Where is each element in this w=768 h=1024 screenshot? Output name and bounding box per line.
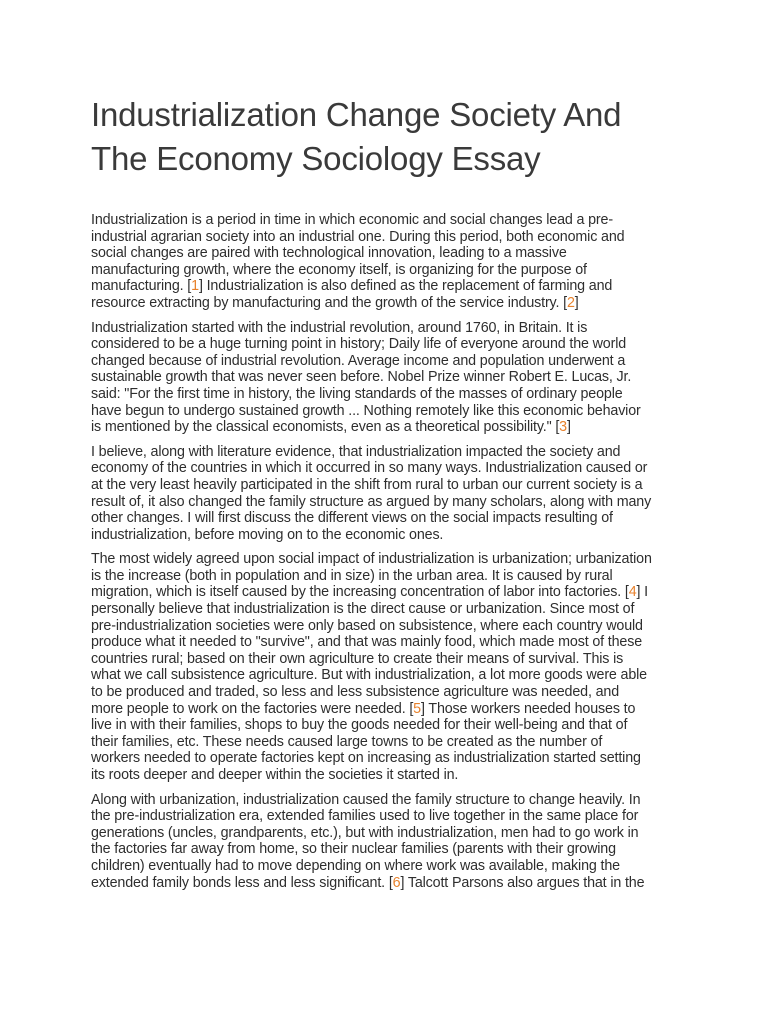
- paragraph-text: Industrialization is also defined as the replacement of farming and resource extracting by manufacturing and the growth of the service industry.: [91, 278, 613, 311]
- paragraph-text: Industrialization is a period in time in which economic and social changes lead a pre-industrial agrarian society into an industrial one. During this period, both economic and social changes are paired with technological innovation, leading to a massive manufacturing growth, where the economy itself, is organizing for the purpose of manufacturing.: [91, 212, 625, 295]
- citation-link[interactable]: 2: [566, 294, 575, 311]
- citation: [3]: [555, 419, 571, 436]
- paragraph: [91, 792, 653, 892]
- paragraph: [91, 212, 653, 312]
- citation-link[interactable]: 5: [413, 700, 421, 717]
- paragraph: [91, 444, 653, 544]
- citation: [6]: [388, 874, 405, 891]
- citation: [5]: [409, 700, 425, 717]
- citation-link[interactable]: 3: [559, 419, 567, 436]
- document-page: [91, 0, 653, 899]
- paragraph-text: Along with urbanization, industrialization caused the family structure to change heavily. In the pre-industrialization era, extended families used to live together in the same place for generations (uncles, grandparents, etc.), but with industrialization, men had to go work in the factories far away from home, so their nuclear families (parents with their growing children) eventually had to move depending on where work was available, making the extended family bonds less and less significant.: [91, 791, 641, 891]
- paragraph-text: Industrialization started with the industrial revolution, around 1760, in Britain. It is considered to be a huge turning point in history; Daily life of everyone around the world changed because of industrial revolution. Average income and population underwent a sustainable growth that was never seen before. Nobel Prize winner Robert E. Lucas, Jr. said: "For the first time in history, the living standards of the masses of ordinary people have begun to undergo sustained growth ... Nothing remotely like this economic behavior is mentioned by the classical economists, even as a theoretical possibility.": [91, 319, 641, 436]
- paragraph: [91, 551, 653, 783]
- paragraph-text: I believe, along with literature evidence, that industrialization impacted the society and economy of the countries in which it occurred in so many ways. Industrialization caused or at the very least heavily participated in the shift from rural to urban our current society is a result of, it also changed the family structure as argued by many scholars, along with many other changes. I will first discuss the different views on the social impacts resulting of industrialization, before moving on to the economic ones.: [91, 443, 652, 543]
- paragraph-text: Those workers needed houses to live in with their families, shops to buy the goods needed for their well-being and that of their families, etc. These needs caused large towns to be created as the number of workers needed to operate factories kept on increasing as industrialization started setting its roots deeper and deeper within the societies it started in.: [91, 700, 641, 783]
- citation: [2]: [563, 294, 579, 311]
- citation: [4]: [624, 584, 641, 601]
- citation-link[interactable]: 4: [628, 584, 637, 601]
- citation-link[interactable]: 1: [191, 278, 199, 295]
- citation-link[interactable]: 6: [392, 874, 401, 891]
- paragraph: [91, 320, 653, 436]
- paragraph-text: The most widely agreed upon social impact of industrialization is urbanization; urbanization is the increase (both in population and in size) in the urban area. It is caused by rural migration, which is itself caused by the increasing concentration of labor into factories.: [91, 551, 652, 601]
- paragraph-text: I personally believe that industrialization is the direct cause or urbanization. Since most of pre-industrialization societies were only based on subsistence, where each country would produce what it needed to "survive", and that was mainly food, which made most of these countries rural; based on their own agriculture to create their means of survival. This is what we call subsistence agriculture. But with industrialization, a lot more goods were able to be produced and traded, so less and less subsistence agriculture was needed, and more people to work on the factories were needed.: [91, 584, 649, 717]
- paragraph-text: Talcott Parsons also argues that in the: [404, 874, 645, 891]
- essay-body: [91, 212, 653, 891]
- page-title: Industrialization Change Society And The Economy Sociology Essay: [91, 96, 622, 177]
- citation: [1]: [187, 278, 203, 295]
